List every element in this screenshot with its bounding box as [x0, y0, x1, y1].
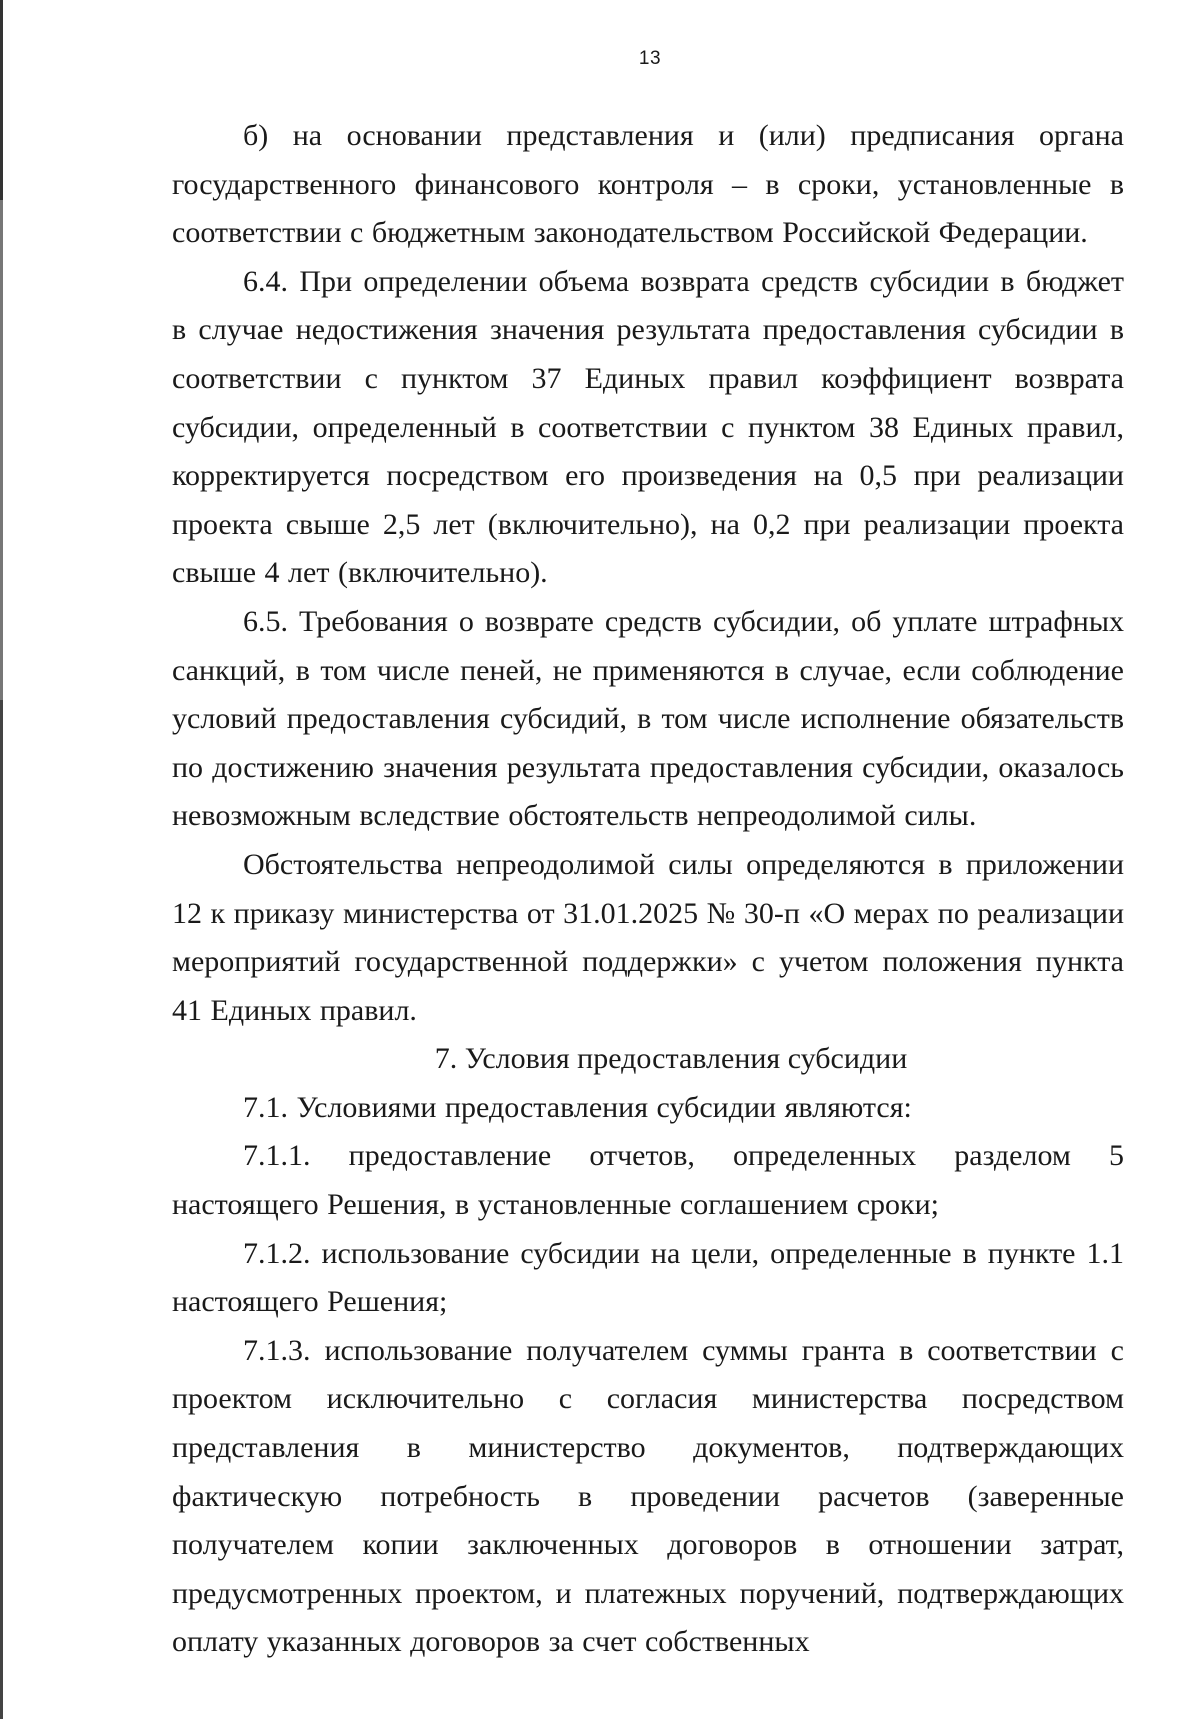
scan-edge [0, 0, 3, 1719]
paragraph-7-1: 7.1. Условиями предоставления субсидии являются: [243, 1090, 912, 1124]
paragraph-7-1-3: 7.1.3. использование получателем суммы гранта в соответствии с проектом исключительно с согласия министерства посредством представления в министерство документов, подтверждающих фактическую потребность в проведении расчетов (заверенные получателем копии заключенных договоров в отношении затрат, предусмотренных проектом, и платежных поручений, подтверждающих оплату указанных договоров за счет собственных [172, 1333, 1124, 1659]
page-number: 13 [638, 48, 662, 69]
paragraph-7-1-2: 7.1.2. использование субсидии на цели, определенные в пункте 1.1 настоящего Решения; [172, 1236, 1124, 1319]
paragraph-6-5: 6.5. Требования о возврате средств субсидии, об уплате штрафных санкций, в том числе пеней, не применяются в случае, если соблюдение условий предоставления субсидий, в том числе исполнение обязательств по достижению значения результата предоставления субсидии, оказалось невозможным вследствие обстоятельств непреодолимой силы. [172, 604, 1124, 833]
paragraph-6-3-b: б) на основании представления и (или) предписания органа государственного финансового контроля – в сроки, установленные в соответствии с бюджетным законодательством Российской Федерации. [172, 119, 1124, 250]
section-7-heading: 7. Условия предоставления субсидии [434, 1042, 908, 1076]
paragraph-force-majeure: Обстоятельства непреодолимой силы определяются в приложении 12 к приказу министерства от 31.01.2025 № 30-п «О мерах по реализации мероприятий государственной поддержки» с учетом положения пункта 41 Единых правил. [172, 847, 1124, 1027]
paragraph-7-1-1: 7.1.1. предоставление отчетов, определенных разделом 5 настоящего Решения, в установленные соглашением сроки; [172, 1139, 1124, 1222]
paragraph-6-4: 6.4. При определении объема возврата средств субсидии в бюджет в случае недостижения значения результата предоставления субсидии в соответствии с пунктом 37 Единых правил коэффициент возврата субсидии, определенный в соответствии с пунктом 38 Единых правил, корректируется посредством его произведения на 0,5 при реализации проекта свыше 2,5 лет (включительно), на 0,2 при реализации проекта свыше 4 лет (включительно). [172, 264, 1124, 590]
document-body [172, 112, 1124, 1667]
